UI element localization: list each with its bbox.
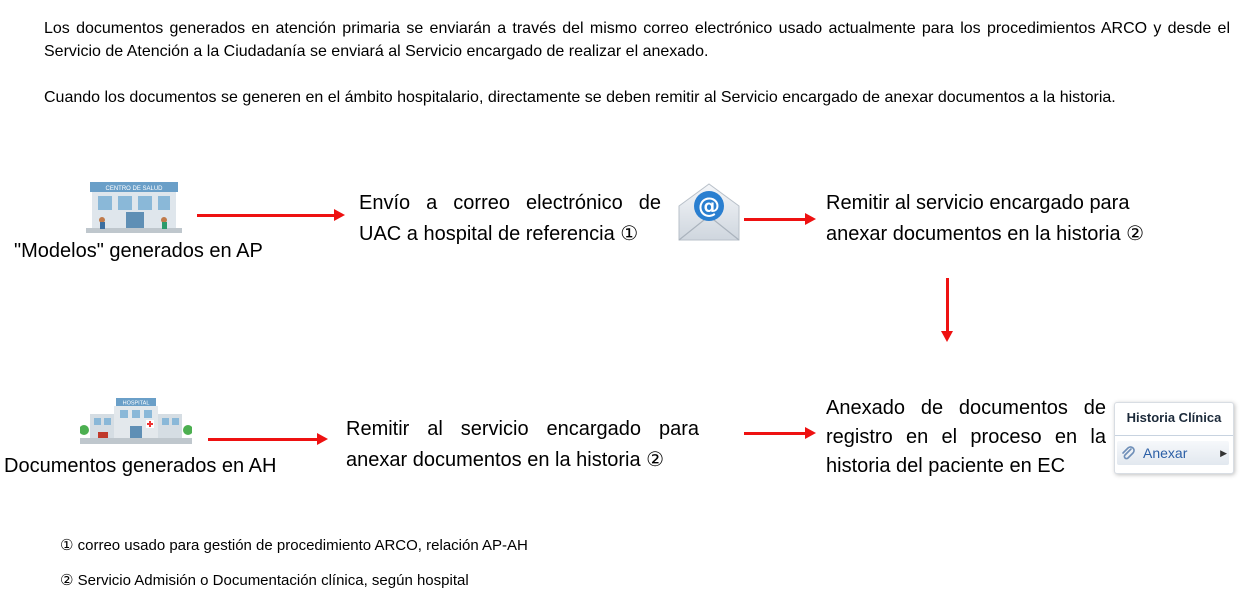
historia-clinica-widget [1114, 402, 1234, 474]
caret-right-icon: ▶ [1220, 448, 1227, 458]
arrow-ah-to-remit [208, 438, 318, 441]
anexar-button[interactable] [1117, 441, 1229, 465]
hospital-icon [80, 398, 192, 444]
step-email-line2: UAC a hospital de referencia ① [359, 223, 639, 245]
footnote-2: ② Servicio Admisión o Documentación clínica, según hospital [60, 572, 469, 589]
arrow-email-to-remit [744, 218, 806, 221]
step-remit-ah-line2: anexar documentos en la historia ② [346, 449, 665, 471]
arrow-ap-to-email [197, 214, 335, 217]
anexar-button-label: Anexar [1143, 445, 1188, 461]
step-annex-line2: registro en el proceso en la [826, 426, 1106, 448]
step-remit-ah-line1: Remitir al servicio encargado para [346, 418, 699, 440]
step-remit-ap-line1: Remitir al servicio encargado para [826, 192, 1130, 214]
hospital-sign-text: HOSPITAL [122, 400, 150, 407]
step-remit-ap-line2: anexar documentos en la historia ② [826, 223, 1145, 245]
email-icon [676, 180, 742, 242]
step-email-line1: Envío a correo electrónico de [359, 192, 661, 214]
svg-text:@: @ [698, 194, 720, 219]
intro-paragraph-1: Los documentos generados en atención primaria se enviarán a través del mismo correo electrónico usado actualmente para los procedimientos ARCO y desde el Servicio de Atención a la Ciudadanía se enviará al Servicio encargado de realizar el anexado. [44, 20, 1230, 60]
footnote-1: ① correo usado para gestión de procedimiento ARCO, relación AP-AH [60, 537, 528, 554]
step-annex-line3: historia del paciente en EC [826, 455, 1066, 477]
intro-paragraph-2: Cuando los documentos se generen en el ámbito hospitalario, directamente se deben remitir al Servicio encargado de anexar documentos a la historia. [44, 89, 1116, 106]
widget-divider [1115, 435, 1233, 436]
widget-title: Historia Clínica [1126, 410, 1222, 425]
step-annex-line1: Anexado de documentos de [826, 397, 1106, 419]
health-center-sign-text: CENTRO DE SALUD [105, 186, 163, 192]
paperclip-icon [1120, 445, 1136, 461]
arrow-remit-to-annex-ah [744, 432, 806, 435]
ap-source-label: "Modelos" generados en AP [14, 240, 263, 262]
ah-source-label: Documentos generados en AH [4, 455, 277, 477]
health-center-icon [86, 180, 182, 234]
arrow-remit-to-annex [946, 278, 949, 332]
